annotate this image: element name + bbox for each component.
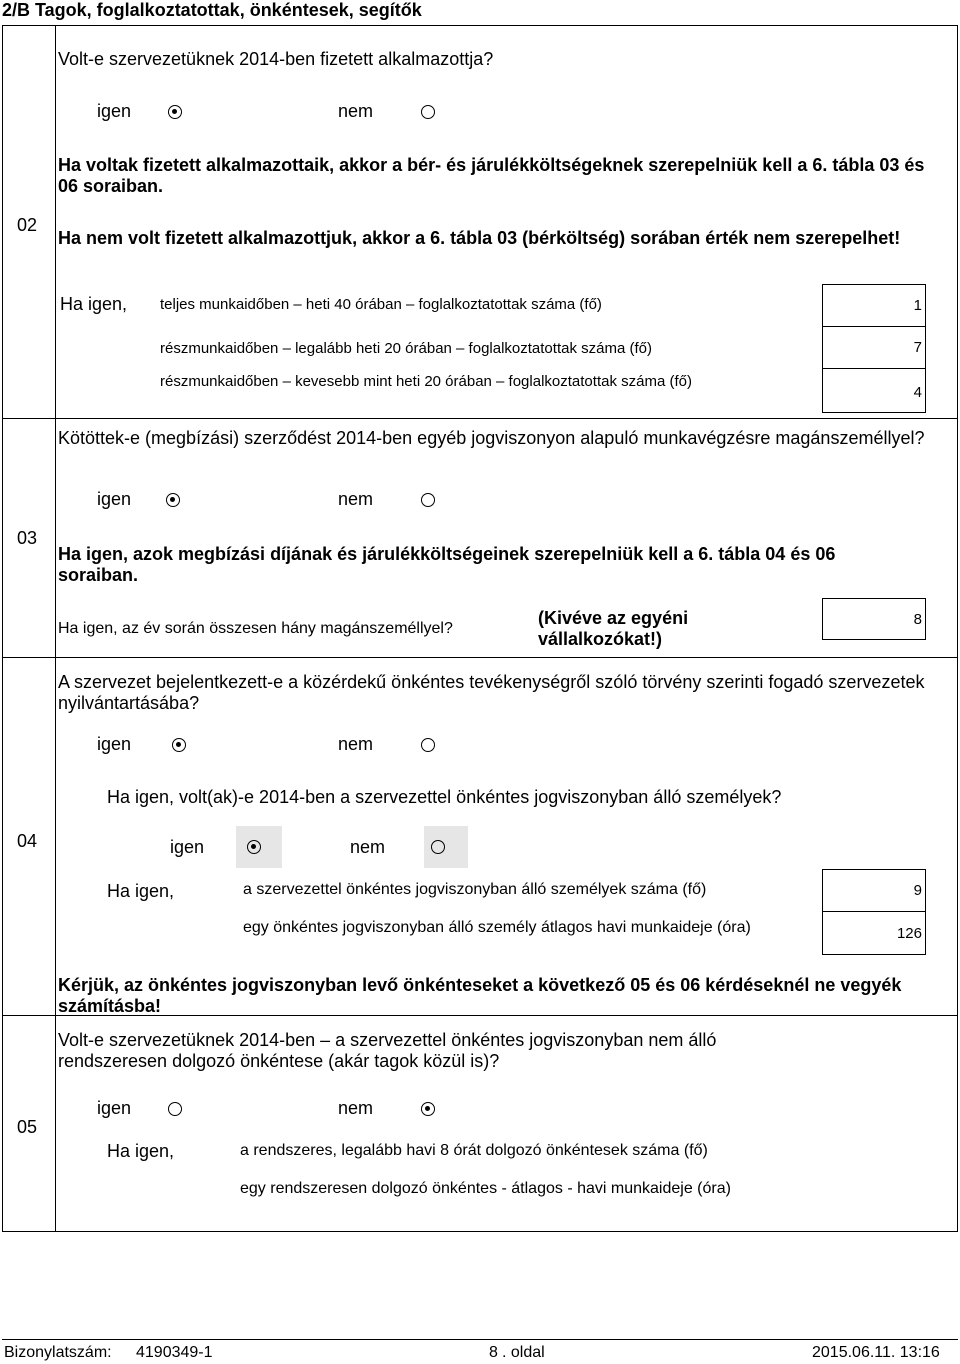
- q05-yes-label: igen: [97, 1098, 132, 1118]
- q04-value-divider: [822, 911, 926, 912]
- footer-datetime: 2015.06.11. 13:16: [812, 1344, 940, 1361]
- q03-yes-label: igen: [97, 489, 132, 509]
- q03-yes-radio[interactable]: [166, 493, 180, 507]
- q04-sub-question: Ha igen, volt(ak)-e 2014-ben a szervezettel önkéntes jogviszonyban álló személyek?: [107, 787, 782, 807]
- footer-doc-label: Bizonylatszám:: [4, 1344, 112, 1361]
- q02-note-2: Ha nem volt fizetett alkalmazottjuk, akkor a 6. tábla 03 (bérköltség) sorában érték nem szerepelhet!: [58, 228, 901, 248]
- q05-row2-label: egy rendszeresen dolgozó önkéntes - átlagos - havi munkaideje (óra): [240, 1180, 731, 1197]
- q04-row2-value[interactable]: 126: [896, 925, 922, 942]
- q03-question: Kötöttek-e (megbízási) szerződést 2014-ben egyéb jogviszonyon alapuló munkavégzésre magánszeméllyel?: [58, 428, 925, 448]
- q02-question: Volt-e szervezetüknek 2014-ben fizetett alkalmazottja?: [58, 49, 494, 69]
- row-number-05: 05: [17, 1117, 38, 1137]
- q03-no-label: nem: [338, 489, 374, 509]
- row-number-02: 02: [17, 215, 38, 235]
- q02-no-radio[interactable]: [421, 105, 435, 119]
- q05-no-label: nem: [338, 1098, 374, 1118]
- frame-top-line: [2, 25, 958, 26]
- q02-no-label: nem: [338, 101, 374, 121]
- q02-row2-value[interactable]: 7: [913, 339, 922, 356]
- q04-row2-label: egy önkéntes jogviszonyban álló személy átlagos havi munkaideje (óra): [243, 919, 751, 936]
- number-column-divider: [55, 25, 56, 1231]
- row-number-04: 04: [17, 831, 38, 851]
- q02-row1-label: teljes munkaidőben – heti 40 órában – foglalkoztatottak száma (fő): [160, 296, 602, 313]
- q04-yes-radio[interactable]: [172, 738, 186, 752]
- q04-no-radio[interactable]: [421, 738, 435, 752]
- q04-row1-label: a szervezettel önkéntes jogviszonyban álló személyek száma (fő): [243, 881, 707, 898]
- q02-row3-value[interactable]: 4: [913, 384, 922, 401]
- q04-sub-yes-radio[interactable]: [247, 840, 261, 854]
- q04-yes-label: igen: [97, 734, 132, 754]
- footer-line: [2, 1339, 958, 1340]
- q03-no-radio[interactable]: [421, 493, 435, 507]
- q05-if-yes: Ha igen,: [107, 1141, 175, 1161]
- q05-no-radio[interactable]: [421, 1102, 435, 1116]
- q04-row1-value[interactable]: 9: [913, 882, 922, 899]
- q03-note: Ha igen, azok megbízási díjának és járulékköltségeinek szerepelniük kell a 6. tábla 04 és 06 soraiban.: [58, 544, 836, 585]
- footer-page-label: . oldal: [502, 1344, 545, 1361]
- q02-value-divider-1: [822, 326, 926, 327]
- frame-bottom-line: [2, 1231, 958, 1232]
- frame-left-line: [2, 25, 3, 1231]
- q02-value-divider-2: [822, 368, 926, 369]
- q02-note-1: Ha voltak fizetett alkalmazottaik, akkor a bér- és járulékköltségeknek szerepelniük kell a 6. tábla 03 és 06 soraiban.: [58, 155, 925, 196]
- q04-sub-no-label: nem: [350, 837, 386, 857]
- q03-count-value[interactable]: 8: [913, 611, 922, 628]
- footer-doc-number: 4190349-1: [136, 1344, 213, 1361]
- row-number-03: 03: [17, 528, 38, 548]
- footer-page-number: 8: [489, 1344, 498, 1361]
- q02-yes-radio[interactable]: [168, 105, 182, 119]
- divider-03-04: [2, 657, 958, 658]
- frame-right-line: [957, 25, 958, 1231]
- q02-row3-label: részmunkaidőben – kevesebb mint heti 20 órában – foglalkoztatottak száma (fő): [160, 373, 692, 390]
- q05-yes-radio[interactable]: [168, 1102, 182, 1116]
- q02-row1-value[interactable]: 1: [913, 297, 922, 314]
- q04-question: A szervezet bejelentkezett-e a közérdekű önkéntes tevékenységről szóló törvény szerinti fogadó szervezetek nyilvántartásába?: [58, 672, 925, 713]
- q04-sub-yes-label: igen: [170, 837, 205, 857]
- divider-02-03: [2, 418, 958, 419]
- q04-footnote: Kérjük, az önkéntes jogviszonyban levő önkénteseket a következő 05 és 06 kérdéseknél ne vegyék számításba!: [58, 975, 902, 1016]
- q03-exception-note: (Kivéve az egyéni vállalkozókat!): [538, 608, 689, 649]
- q04-sub-no-radio[interactable]: [431, 840, 445, 854]
- q02-if-yes: Ha igen,: [60, 294, 128, 314]
- q04-no-label: nem: [338, 734, 374, 754]
- q05-row1-label: a rendszeres, legalább havi 8 órát dolgozó önkéntesek száma (fő): [240, 1142, 708, 1159]
- q04-if-yes: Ha igen,: [107, 881, 175, 901]
- section-title: 2/B Tagok, foglalkoztatottak, önkéntesek, segítők: [2, 0, 422, 20]
- q02-yes-label: igen: [97, 101, 132, 121]
- q05-question: Volt-e szervezetüknek 2014-ben – a szervezettel önkéntes jogviszonyban nem álló rendszeresen dolgozó önkéntese (akár tagok közül is)?: [58, 1030, 717, 1071]
- q02-row2-label: részmunkaidőben – legalább heti 20 órában – foglalkoztatottak száma (fő): [160, 340, 652, 357]
- q03-count-label: Ha igen, az év során összesen hány magánszeméllyel?: [58, 620, 453, 637]
